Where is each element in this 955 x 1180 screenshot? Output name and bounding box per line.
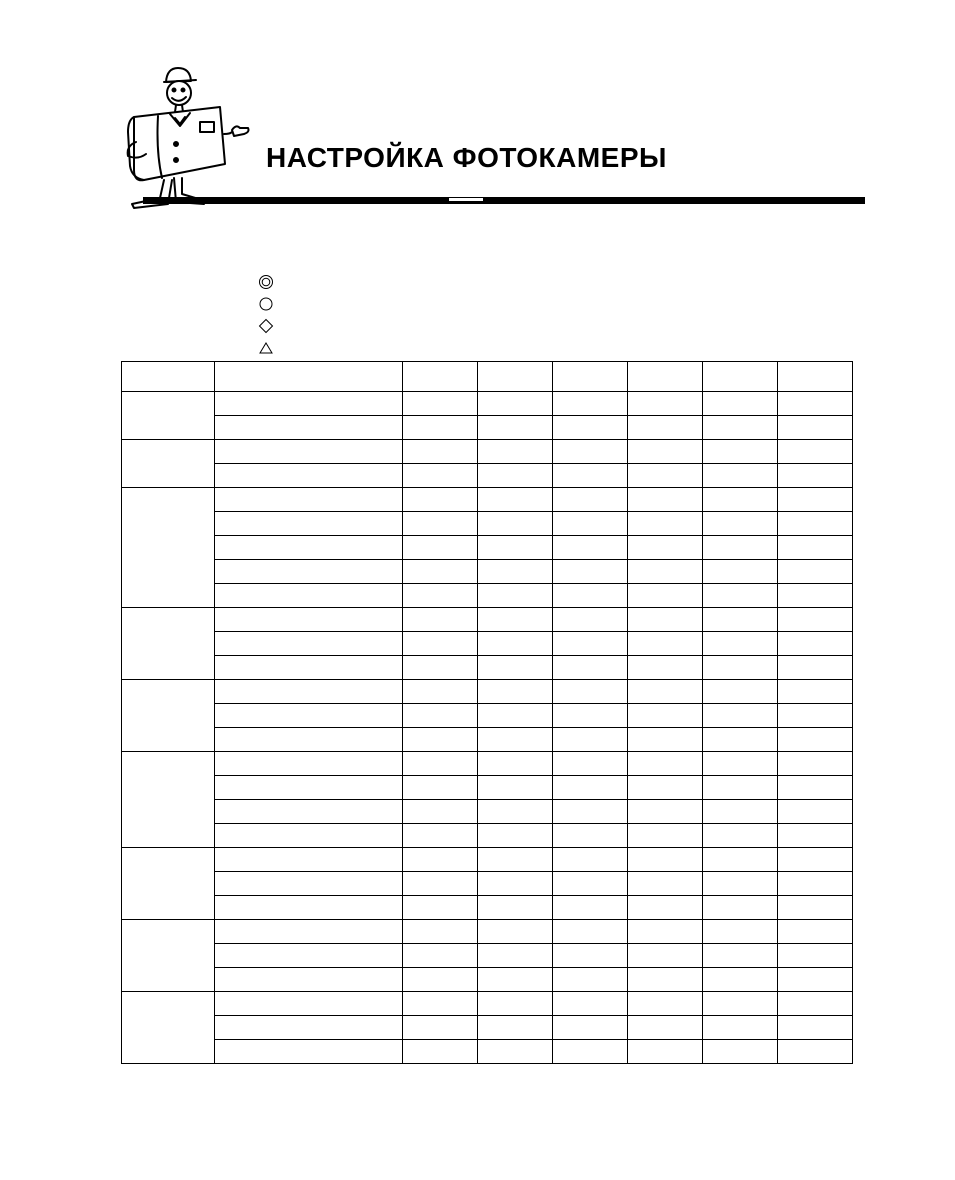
- mode-cell: [778, 1016, 853, 1040]
- mode-cell: [478, 752, 553, 776]
- mode-cell: [778, 704, 853, 728]
- mode-cell: [778, 680, 853, 704]
- mode-cell: [478, 560, 553, 584]
- mode-cell: [478, 440, 553, 464]
- mode-cell: [403, 488, 478, 512]
- mode-cell: [703, 968, 778, 992]
- mode-cell: [703, 512, 778, 536]
- mode-cell: [628, 440, 703, 464]
- table-row: [122, 848, 853, 872]
- mode-cell: [478, 896, 553, 920]
- mode-cell: [478, 536, 553, 560]
- settings-table: [121, 361, 853, 1064]
- mode-cell: [703, 584, 778, 608]
- mode-cell: [628, 800, 703, 824]
- mode-cell: [478, 824, 553, 848]
- legend-row: [258, 293, 274, 315]
- mode-cell: [628, 824, 703, 848]
- mode-cell: [703, 872, 778, 896]
- table-row: [122, 1040, 853, 1064]
- mode-cell: [403, 776, 478, 800]
- category-cell: [122, 848, 215, 920]
- mode-cell: [553, 584, 628, 608]
- mode-cell: [778, 728, 853, 752]
- mode-cell: [703, 632, 778, 656]
- mode-cell: [628, 872, 703, 896]
- mode-cell: [778, 560, 853, 584]
- table-row: [122, 488, 853, 512]
- mode-cell: [403, 968, 478, 992]
- symbol-legend: [258, 271, 274, 359]
- setting-cell: [215, 776, 403, 800]
- mode-cell: [703, 800, 778, 824]
- mode-cell: [703, 416, 778, 440]
- table-row: [122, 536, 853, 560]
- mode-cell: [628, 632, 703, 656]
- mode-cell: [778, 1040, 853, 1064]
- table-row: [122, 824, 853, 848]
- mode-cell: [478, 872, 553, 896]
- category-cell: [122, 488, 215, 608]
- mode-cell: [553, 752, 628, 776]
- mode-cell: [403, 560, 478, 584]
- mode-cell: [403, 440, 478, 464]
- mode-cell: [553, 416, 628, 440]
- mode-cell: [553, 440, 628, 464]
- mode-cell: [553, 608, 628, 632]
- table-row: [122, 656, 853, 680]
- mode-cell: [553, 992, 628, 1016]
- setting-cell: [215, 632, 403, 656]
- setting-cell: [215, 416, 403, 440]
- mode-cell: [703, 656, 778, 680]
- mode-cell: [403, 824, 478, 848]
- mode-cell: [628, 920, 703, 944]
- mode-cell: [778, 752, 853, 776]
- mode-cell: [703, 1040, 778, 1064]
- setting-cell: [215, 920, 403, 944]
- diamond-icon: [258, 318, 274, 334]
- mode-cell: [403, 1040, 478, 1064]
- mode-cell: [403, 704, 478, 728]
- mode-cell: [478, 1040, 553, 1064]
- table-row: [122, 752, 853, 776]
- mode-cell: [553, 1040, 628, 1064]
- mode-cell: [478, 776, 553, 800]
- table-row: [122, 632, 853, 656]
- mode-cell: [703, 848, 778, 872]
- setting-cell: [215, 800, 403, 824]
- table-row: [122, 608, 853, 632]
- table-row: [122, 992, 853, 1016]
- setting-cell: [215, 536, 403, 560]
- mode-cell: [703, 560, 778, 584]
- header-cell: [778, 362, 853, 392]
- mode-cell: [703, 896, 778, 920]
- table-row: [122, 920, 853, 944]
- mode-cell: [403, 872, 478, 896]
- mode-cell: [553, 896, 628, 920]
- mode-cell: [478, 656, 553, 680]
- mode-cell: [703, 1016, 778, 1040]
- setting-cell: [215, 440, 403, 464]
- header-cell: [478, 362, 553, 392]
- mode-cell: [628, 608, 703, 632]
- mode-cell: [553, 968, 628, 992]
- mode-cell: [778, 848, 853, 872]
- mode-cell: [553, 920, 628, 944]
- setting-cell: [215, 992, 403, 1016]
- mode-cell: [703, 680, 778, 704]
- triangle-icon: [258, 340, 274, 356]
- table-row: [122, 872, 853, 896]
- page-title: НАСТРОЙКА ФОТОКАМЕРЫ: [266, 142, 667, 173]
- table-row: [122, 1016, 853, 1040]
- header-cell: [553, 362, 628, 392]
- mode-cell: [703, 776, 778, 800]
- legend-row: [258, 315, 274, 337]
- table-row: [122, 944, 853, 968]
- mode-cell: [553, 824, 628, 848]
- mode-cell: [553, 656, 628, 680]
- mode-cell: [778, 440, 853, 464]
- mode-cell: [703, 992, 778, 1016]
- mode-cell: [778, 488, 853, 512]
- table-row: [122, 392, 853, 416]
- category-cell: [122, 608, 215, 680]
- mode-cell: [478, 800, 553, 824]
- mode-cell: [403, 632, 478, 656]
- setting-cell: [215, 944, 403, 968]
- setting-cell: [215, 728, 403, 752]
- category-cell: [122, 992, 215, 1064]
- mode-cell: [403, 392, 478, 416]
- mode-cell: [778, 992, 853, 1016]
- mode-cell: [628, 968, 703, 992]
- table-row: [122, 776, 853, 800]
- legend-row: [258, 337, 274, 359]
- mode-cell: [703, 944, 778, 968]
- category-cell: [122, 392, 215, 440]
- setting-cell: [215, 488, 403, 512]
- mode-cell: [478, 632, 553, 656]
- mode-cell: [778, 800, 853, 824]
- setting-cell: [215, 896, 403, 920]
- header-cell: [122, 362, 215, 392]
- mode-cell: [628, 1040, 703, 1064]
- mode-cell: [703, 536, 778, 560]
- table-row: [122, 728, 853, 752]
- mode-cell: [478, 1016, 553, 1040]
- table-row: [122, 464, 853, 488]
- mode-cell: [403, 752, 478, 776]
- mode-cell: [703, 440, 778, 464]
- mode-cell: [403, 800, 478, 824]
- mode-cell: [403, 1016, 478, 1040]
- mode-cell: [703, 920, 778, 944]
- mode-cell: [478, 512, 553, 536]
- mode-cell: [778, 944, 853, 968]
- mode-cell: [778, 536, 853, 560]
- header-cell: [703, 362, 778, 392]
- mode-cell: [778, 392, 853, 416]
- mode-cell: [628, 992, 703, 1016]
- header-cell: [628, 362, 703, 392]
- legend-row: [258, 271, 274, 293]
- category-cell: [122, 752, 215, 848]
- mode-cell: [703, 488, 778, 512]
- table-row: [122, 416, 853, 440]
- circle-icon: [258, 296, 274, 312]
- mode-cell: [628, 728, 703, 752]
- mode-cell: [553, 704, 628, 728]
- header-rule-gap: [449, 198, 483, 201]
- mode-cell: [403, 656, 478, 680]
- mode-cell: [478, 680, 553, 704]
- mode-cell: [778, 872, 853, 896]
- setting-cell: [215, 1040, 403, 1064]
- mode-cell: [703, 728, 778, 752]
- mode-cell: [403, 416, 478, 440]
- mode-cell: [628, 896, 703, 920]
- mode-cell: [553, 464, 628, 488]
- mode-cell: [778, 416, 853, 440]
- camera-mascot-illustration: [120, 62, 260, 210]
- mode-cell: [778, 632, 853, 656]
- mode-cell: [478, 704, 553, 728]
- mode-cell: [778, 920, 853, 944]
- mode-cell: [553, 728, 628, 752]
- mode-cell: [778, 656, 853, 680]
- mode-cell: [628, 392, 703, 416]
- table-row: [122, 800, 853, 824]
- mode-cell: [403, 920, 478, 944]
- setting-cell: [215, 392, 403, 416]
- setting-cell: [215, 512, 403, 536]
- setting-cell: [215, 680, 403, 704]
- mode-cell: [628, 464, 703, 488]
- setting-cell: [215, 1016, 403, 1040]
- header-rule: [143, 197, 865, 204]
- mode-cell: [478, 608, 553, 632]
- mode-cell: [478, 488, 553, 512]
- mode-cell: [628, 776, 703, 800]
- mode-cell: [703, 464, 778, 488]
- mode-cell: [478, 584, 553, 608]
- mode-cell: [553, 392, 628, 416]
- mode-cell: [628, 416, 703, 440]
- mode-cell: [403, 680, 478, 704]
- setting-cell: [215, 584, 403, 608]
- mode-cell: [778, 968, 853, 992]
- mode-cell: [403, 944, 478, 968]
- mode-cell: [478, 848, 553, 872]
- table-row: [122, 560, 853, 584]
- mode-cell: [478, 728, 553, 752]
- setting-cell: [215, 848, 403, 872]
- mode-cell: [703, 752, 778, 776]
- mode-cell: [553, 776, 628, 800]
- mode-cell: [628, 1016, 703, 1040]
- category-cell: [122, 440, 215, 488]
- mode-cell: [628, 536, 703, 560]
- mode-cell: [778, 464, 853, 488]
- mode-cell: [553, 488, 628, 512]
- mode-cell: [553, 872, 628, 896]
- category-cell: [122, 920, 215, 992]
- mode-cell: [403, 896, 478, 920]
- header-cell: [215, 362, 403, 392]
- mode-cell: [703, 392, 778, 416]
- mode-cell: [628, 584, 703, 608]
- mode-cell: [628, 848, 703, 872]
- mode-cell: [403, 992, 478, 1016]
- mode-cell: [478, 944, 553, 968]
- table-row: [122, 896, 853, 920]
- mode-cell: [478, 968, 553, 992]
- mode-cell: [628, 656, 703, 680]
- mode-cell: [628, 680, 703, 704]
- mode-cell: [628, 944, 703, 968]
- mode-cell: [778, 512, 853, 536]
- mode-cell: [403, 464, 478, 488]
- mode-cell: [553, 536, 628, 560]
- mode-cell: [778, 608, 853, 632]
- mode-cell: [553, 800, 628, 824]
- header-cell: [403, 362, 478, 392]
- mode-cell: [628, 704, 703, 728]
- mode-cell: [703, 608, 778, 632]
- setting-cell: [215, 752, 403, 776]
- setting-cell: [215, 560, 403, 584]
- mode-cell: [403, 512, 478, 536]
- category-cell: [122, 680, 215, 752]
- mode-cell: [778, 824, 853, 848]
- setting-cell: [215, 656, 403, 680]
- mode-cell: [403, 728, 478, 752]
- mode-cell: [553, 1016, 628, 1040]
- settings-table-body: [122, 362, 853, 1064]
- mode-cell: [628, 512, 703, 536]
- mode-cell: [478, 464, 553, 488]
- mode-cell: [478, 392, 553, 416]
- table-header-row: [122, 362, 853, 392]
- setting-cell: [215, 704, 403, 728]
- setting-cell: [215, 608, 403, 632]
- mode-cell: [553, 560, 628, 584]
- setting-cell: [215, 968, 403, 992]
- mode-cell: [553, 512, 628, 536]
- mode-cell: [628, 488, 703, 512]
- mode-cell: [628, 752, 703, 776]
- table-row: [122, 584, 853, 608]
- mode-cell: [478, 992, 553, 1016]
- setting-cell: [215, 464, 403, 488]
- mode-cell: [703, 824, 778, 848]
- mode-cell: [553, 944, 628, 968]
- mode-cell: [703, 704, 778, 728]
- mode-cell: [403, 848, 478, 872]
- mode-cell: [478, 920, 553, 944]
- double-circle-icon: [258, 274, 274, 290]
- table-row: [122, 440, 853, 464]
- table-row: [122, 968, 853, 992]
- setting-cell: [215, 872, 403, 896]
- mode-cell: [553, 632, 628, 656]
- setting-cell: [215, 824, 403, 848]
- mode-cell: [778, 896, 853, 920]
- mode-cell: [628, 560, 703, 584]
- table-row: [122, 704, 853, 728]
- table-row: [122, 512, 853, 536]
- mode-cell: [403, 536, 478, 560]
- mode-cell: [478, 416, 553, 440]
- mode-cell: [778, 584, 853, 608]
- mode-cell: [778, 776, 853, 800]
- mode-cell: [553, 848, 628, 872]
- table-row: [122, 680, 853, 704]
- mode-cell: [403, 608, 478, 632]
- mode-cell: [553, 680, 628, 704]
- mode-cell: [403, 584, 478, 608]
